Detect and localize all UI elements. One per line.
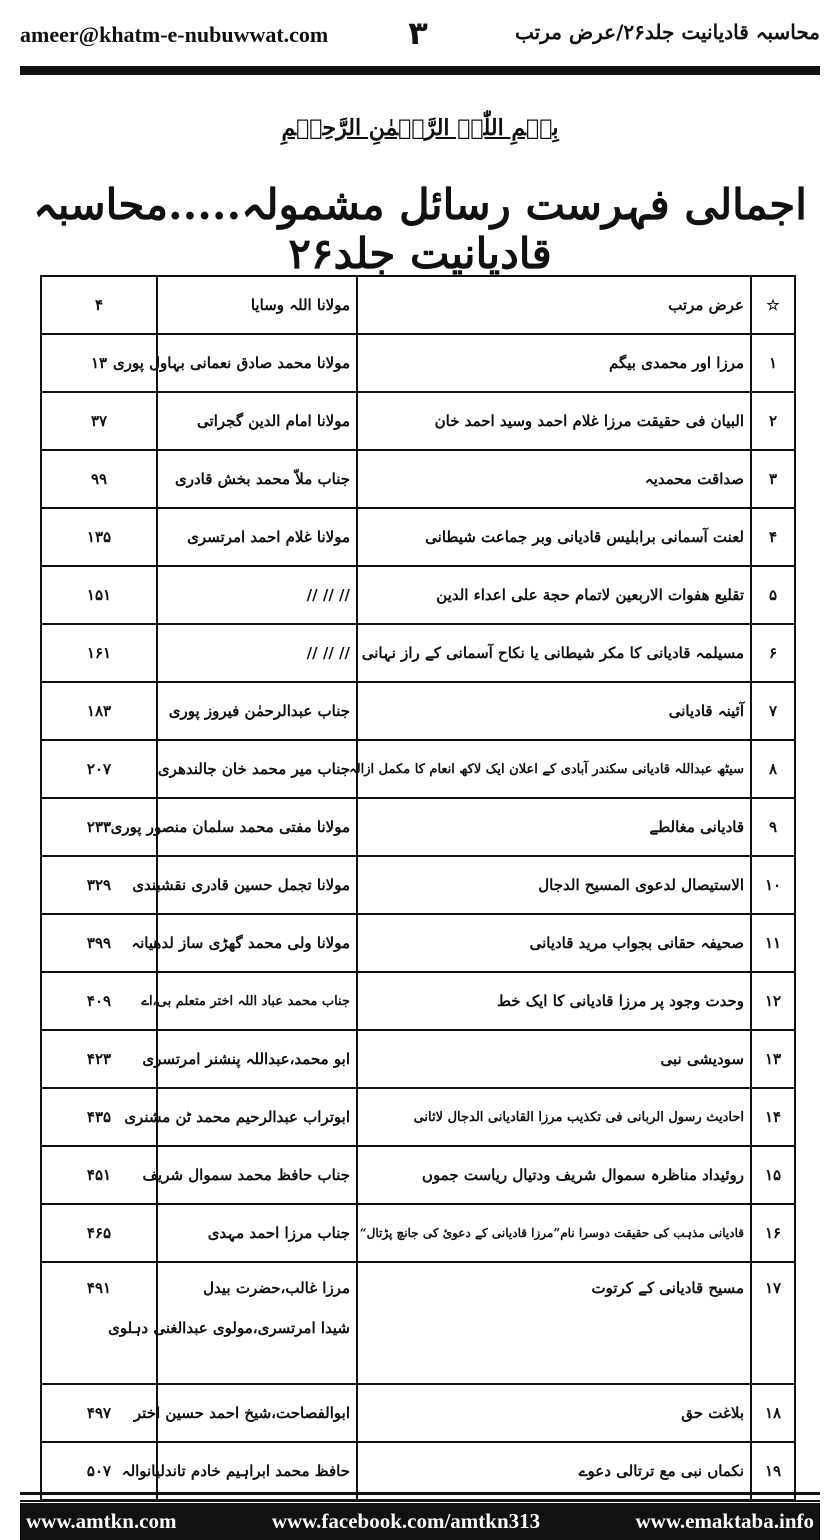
author-name: ابوالفصاحت،شیخ احمد حسین اختر: [157, 1384, 357, 1442]
row-number: ۳: [751, 450, 795, 508]
row-number: ۱۷: [751, 1262, 795, 1384]
row-number: ۱۰: [751, 856, 795, 914]
treatise-title: سیٹھ عبداللہ قادیانی سکندر آبادی کے اعلان ایک لاکھ انعام کا مکمل ازالہ: [357, 740, 751, 798]
author-name: مولانا تجمل حسین قادری نقشبندی: [157, 856, 357, 914]
table-row: [41, 1030, 795, 1088]
row-number: ۷: [751, 682, 795, 740]
treatise-title: سودیشی نبی: [357, 1030, 751, 1088]
table-row: [41, 1204, 795, 1262]
author-name: ابوتراب عبدالرحیم محمد ٹن مشنری: [157, 1088, 357, 1146]
table-row: [41, 856, 795, 914]
page-ref: ۳۷: [41, 392, 157, 450]
author-name: مولانا مفتی محمد سلمان منصور پوری: [157, 798, 357, 856]
table-row: [41, 566, 795, 624]
author-name-block: [108, 1262, 357, 1384]
contents-table: [40, 275, 796, 1501]
row-number: ۱۵: [751, 1146, 795, 1204]
row-number: ۱۸: [751, 1384, 795, 1442]
footer-rule: [20, 1500, 820, 1502]
row-number: ☆: [751, 276, 795, 334]
author-name: جناب حافظ محمد سموال شریف: [157, 1146, 357, 1204]
treatise-title: لعنت آسمانی برابلیس قادیانی وبر جماعت شیطانی: [357, 508, 751, 566]
author-name: مولانا محمد صادق نعمانی بہاول پوری: [157, 334, 357, 392]
treatise-title: الاستیصال لدعوی المسیح الدجال: [357, 856, 751, 914]
page-ref: ۲۳۳: [41, 798, 157, 856]
author-name: ابو محمد،عبداللہ پنشنر امرتسری: [157, 1030, 357, 1088]
row-number: ۵: [751, 566, 795, 624]
treatise-title: نکماں نبی مع ترتالی دعوے: [357, 1442, 751, 1500]
table-row: [41, 972, 795, 1030]
table-row: [41, 392, 795, 450]
page-ref: ۴۹۷: [41, 1384, 157, 1442]
book-title: محاسبہ قادیانیت جلد۲۶/عرض مرتب: [515, 20, 820, 44]
table-row: [41, 276, 795, 334]
treatise-title: مسیلمہ قادیانی کا مکر شیطانی یا نکاح آسمانی کے راز نہانی: [357, 624, 751, 682]
row-number: ۲: [751, 392, 795, 450]
treatise-title: تقلیع هفوات الاربعین لاتمام حجة علی اعداء الدین: [357, 566, 751, 624]
row-number: ۱۲: [751, 972, 795, 1030]
author-name-line2: شیدا امرتسری،مولوی عبدالغنی دہلوی: [108, 1319, 350, 1337]
table-row: [41, 450, 795, 508]
page-ref: ۱۶۱: [41, 624, 157, 682]
row-number: ۱۴: [751, 1088, 795, 1146]
author-name: جناب عبدالرحمٰن فیروز پوری: [157, 682, 357, 740]
header-email: ameer@khatm-e-nubuwwat.com: [20, 22, 329, 47]
treatise-title: احادیث رسول الربانی فی تکذیب مرزا القادیانی الدجال لاثانی: [357, 1088, 751, 1146]
row-number: ۱۶: [751, 1204, 795, 1262]
treatise-title: صحیفہ حقانی بجواب مرید قادیانی: [357, 914, 751, 972]
treatise-title: قادیانی مذہب کی حقیقت دوسرا نام”مرزا قادیانی کے دعوئ کی جانچ پڑتال“: [357, 1204, 751, 1262]
page-ref: ۴۳۵: [41, 1088, 157, 1146]
author-name: مولانا اللہ وسایا: [157, 276, 357, 334]
page-ref: ۳۲۹: [41, 856, 157, 914]
treatise-title: مسیح قادیانی کے کرتوت: [357, 1262, 751, 1384]
author-name: مرزا غالب،حضرت بیدل: [203, 1279, 350, 1297]
author-name: جناب محمد عباد اللہ اختر متعلم بی،اے: [157, 972, 357, 1030]
row-number: ۱۹: [751, 1442, 795, 1500]
table-row: [41, 682, 795, 740]
table-row: [41, 1146, 795, 1204]
author-name: حافظ محمد ابراہیم خادم تاندلیانوالہ: [157, 1442, 357, 1500]
row-number: ۸: [751, 740, 795, 798]
author-name: // // //: [157, 566, 357, 624]
table-row: [41, 334, 795, 392]
table-row: [41, 914, 795, 972]
table-row: [41, 508, 795, 566]
page-ref: ۲۰۷: [41, 740, 157, 798]
page-ref: ۱۳۵: [41, 508, 157, 566]
author-name: مولانا غلام احمد امرتسری: [157, 508, 357, 566]
table-row: [41, 1262, 795, 1384]
author-name: // // //: [157, 624, 357, 682]
row-number: ۱: [751, 334, 795, 392]
page-ref: ۴۰۹: [41, 972, 157, 1030]
author-name: جناب میر محمد خان جالندھری: [157, 740, 357, 798]
treatise-title: بلاغت حق: [357, 1384, 751, 1442]
page-ref: ۴: [41, 276, 157, 334]
table-row: [41, 740, 795, 798]
table-row: [41, 798, 795, 856]
treatise-title: عرض مرتب: [357, 276, 751, 334]
table-row: [41, 624, 795, 682]
footer-link-facebook[interactable]: www.facebook.com/amtkn313: [271, 1509, 541, 1533]
page-number: ۳: [408, 14, 428, 52]
author-name: مولانا امام الدین گجراتی: [157, 392, 357, 450]
treatise-title: وحدت وجود پر مرزا قادیانی کا ایک خط: [357, 972, 751, 1030]
page-ref: ۹۹: [41, 450, 157, 508]
treatise-title: آئینہ قادیانی: [357, 682, 751, 740]
footer-link-amtkn[interactable]: www.amtkn.com: [26, 1509, 177, 1533]
author-name: جناب ملاّ محمد بخش قادری: [157, 450, 357, 508]
row-number: ۱۳: [751, 1030, 795, 1088]
footer-bar: [20, 1503, 820, 1540]
page-ref: ۴۲۳: [41, 1030, 157, 1088]
page-title: اجمالی فہرست رسائل مشمولہ.....محاسبہ قادیانیت جلد۲۶: [33, 180, 807, 278]
treatise-title: مرزا اور محمدی بیگم: [357, 334, 751, 392]
author-name: جناب مرزا احمد مہدی: [157, 1204, 357, 1262]
basmala: بِسۡمِ اللّٰہِ الرَّحۡمٰنِ الرَّحِیۡمِ: [281, 115, 559, 141]
page-ref: ۵۰۷: [41, 1442, 157, 1500]
header-rule: [20, 66, 820, 75]
treatise-title: روئیداد مناظرہ سموال شریف ودتیال ریاست جموں: [357, 1146, 751, 1204]
page-ref: ۱۸۳: [41, 682, 157, 740]
row-number: ۴: [751, 508, 795, 566]
page-ref: ۱۳: [41, 334, 157, 392]
footer-link-emaktaba[interactable]: www.emaktaba.info: [635, 1509, 814, 1533]
page-ref: ۴۶۵: [41, 1204, 157, 1262]
row-number: ۹: [751, 798, 795, 856]
row-number: ۱۱: [751, 914, 795, 972]
row-number: ۶: [751, 624, 795, 682]
table-row: [41, 1088, 795, 1146]
page-ref: ۴۵۱: [41, 1146, 157, 1204]
author-name: مولانا ولی محمد گھڑی ساز لدھیانہ: [157, 914, 357, 972]
page-ref: ۴۹۱: [41, 1262, 157, 1384]
treatise-title: البیان فی حقیقت مرزا غلام احمد وسید احمد خان: [357, 392, 751, 450]
page-ref: ۱۵۱: [41, 566, 157, 624]
page-ref: ۳۹۹: [41, 914, 157, 972]
treatise-title: قادیانی مغالطے: [357, 798, 751, 856]
treatise-title: صداقت محمدیہ: [357, 450, 751, 508]
table-row: [41, 1384, 795, 1442]
footer-rule: [20, 1492, 820, 1495]
